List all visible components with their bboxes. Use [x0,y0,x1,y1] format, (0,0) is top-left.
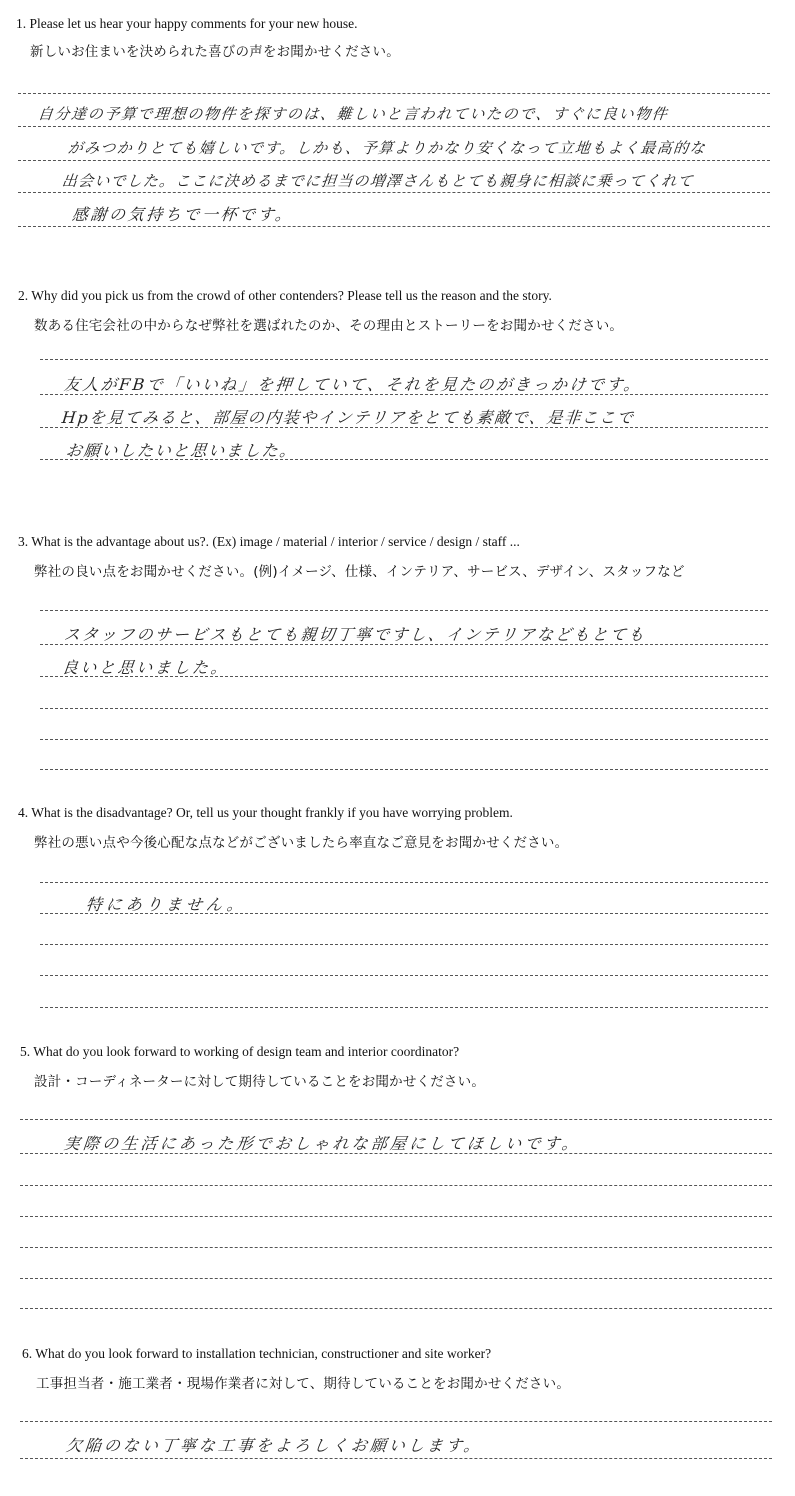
handwritten-answer-line: 欠陥のない丁寧な工事をよろしくお願いします。 [64,1436,484,1455]
question-3-english: 3. What is the advantage about us?. (Ex) image / material / interior / service / design / staff ... [18,534,520,549]
handwritten-answer-line: がみつかりとても嬉しいです。しかも、予算よりかなり安くなって立地もよく最高的な [67,139,708,157]
answer-rule [20,1458,772,1459]
answer-rule [40,882,768,883]
handwritten-answer-line: お願いしたいと思いました。 [64,441,299,460]
handwritten-answer-line: 自分達の予算で理想の物件を探すのは、難しいと言われていたので、すぐに良い物件 [37,105,670,123]
question-1-english: 1. Please let us hear your happy comments for your new house. [16,16,358,31]
answer-rule [18,160,770,161]
answer-rule [20,1247,772,1248]
answer-rule [18,192,770,193]
question-4-english: 4. What is the disadvantage? Or, tell us your thought frankly if you have worrying problem. [18,805,513,820]
answer-rule [40,739,768,740]
answer-rule [40,769,768,770]
handwritten-answer-line: 感謝の気持ちで一杯です。 [70,205,295,224]
handwritten-answer-line: 実際の生活にあった形でおしゃれな部屋にしてほしいです。 [62,1134,582,1153]
question-6-japanese: 工事担当者・施工業者・現場作業者に対して、期待していることをお聞かせください。 [36,1376,571,1392]
handwritten-answer-line: 特にありません。 [84,895,248,914]
answer-rule [40,1007,768,1008]
answer-rule [40,944,768,945]
answer-rule [18,126,770,127]
question-1-japanese: 新しいお住まいを決められた喜びの声をお聞かせください。 [30,44,400,60]
answer-rule [18,93,770,94]
handwritten-answer-line: 良いと思いました。 [60,658,231,677]
question-2-english: 2. Why did you pick us from the crowd of other contenders? Please tell us the reason and the story. [18,288,552,303]
answer-rule [20,1119,772,1120]
question-4-japanese: 弊社の悪い点や今後心配な点などがございましたら率直なご意見をお聞かせください。 [34,835,569,851]
answer-rule [40,975,768,976]
answer-rule [40,610,768,611]
answer-rule [20,1278,772,1279]
handwritten-answer-line: 友人がFBで「いいね」を押していて、それを見たのがきっかけです。 [62,375,643,394]
answer-rule [20,1185,772,1186]
handwritten-answer-line: スタッフのサービスもとても親切丁寧ですし、インテリアなどもとても [62,625,648,644]
question-5-english: 5. What do you look forward to working of design team and interior coordinator? [20,1044,460,1059]
question-2-japanese: 数ある住宅会社の中からなぜ弊社を選ばれたのか、その理由とストーリーをお聞かせください。 [34,318,624,334]
handwritten-answer-line: 出会いでした。ここに決めるまでに担当の増澤さんもとても親身に相談に乗ってくれて [61,172,695,190]
question-3-japanese: 弊社の良い点をお聞かせください。(例)イメージ、仕様、インテリア、サービス、デザイン、スタッフなど [34,564,685,580]
question-5-japanese: 設計・コーディネーターに対して期待していることをお聞かせください。 [34,1074,486,1090]
answer-rule [20,1421,772,1422]
question-6-english: 6. What do you look forward to installation technician, constructioner and site worker? [22,1346,492,1361]
answer-rule [40,708,768,709]
answer-rule [20,1216,772,1217]
handwritten-answer-line: Hpを見てみると、部屋の内装やインテリアをとても素敵で、是非ここで [60,408,636,427]
answer-rule [18,226,770,227]
answer-rule [20,1308,772,1309]
answer-rule [40,359,768,360]
